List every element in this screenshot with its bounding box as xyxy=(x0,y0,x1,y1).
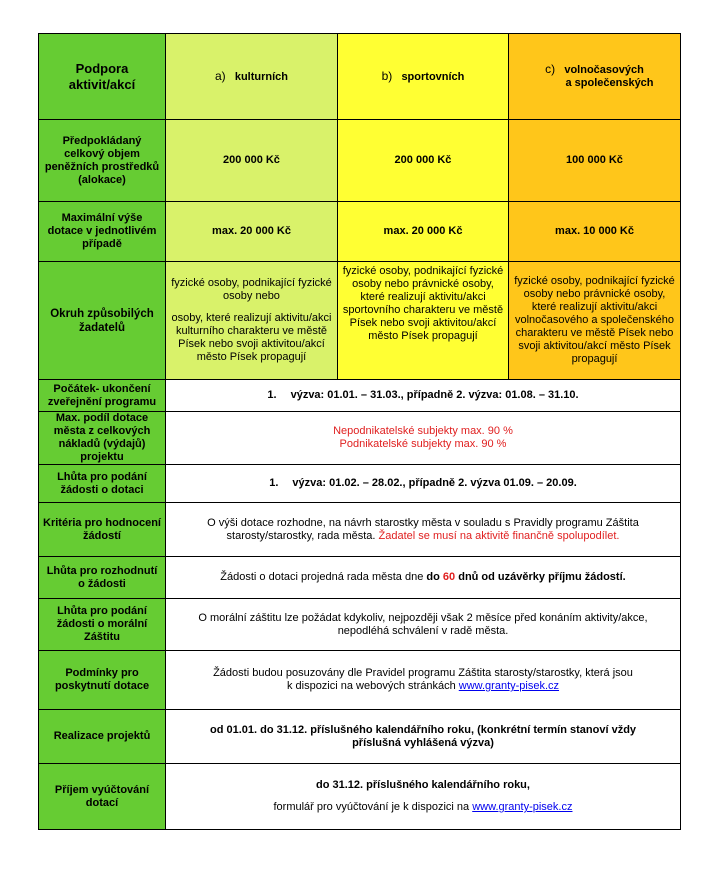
decision-value-cell xyxy=(166,557,681,599)
header-label: Podpora aktivit/akcí xyxy=(68,60,136,92)
publication-value: výzva: 01.01. – 31.03., případně 2. výzva: 01.08. – 31.10. xyxy=(290,389,579,401)
header-col-a xyxy=(166,34,338,120)
decision-row xyxy=(39,557,681,599)
implementation-label: Realizace projektů xyxy=(39,710,166,764)
allocation-a: 200 000 Kč xyxy=(166,120,338,202)
settlement-row xyxy=(39,764,681,830)
max-share-value-cell xyxy=(166,412,681,465)
submission-number: 1. xyxy=(269,477,279,489)
max-grant-b: max. 20 000 Kč xyxy=(338,202,509,262)
settlement-value-cell xyxy=(166,764,681,830)
eligible-b: fyzické osoby, podnikající fyzické osoby nebo právnické osoby, které realizují aktivitu/akci sportovního charakteru ve městě Písek nebo svoji aktivitou/akcí město Písek propagují xyxy=(338,262,509,380)
max-grant-row xyxy=(39,202,681,262)
patronage-row xyxy=(39,599,681,651)
submission-label: Lhůta pro podání žádosti o dotaci xyxy=(39,465,166,503)
patronage-text: O morální záštitu lze požádat kdykoliv, nejpozději však 2 měsíce před konáním aktivity/akce, nepodléhá schválení v radě města. xyxy=(166,599,681,651)
submission-value: výzva: 01.02. – 28.02., případně 2. výzva 01.09. – 20.09. xyxy=(292,477,577,489)
settlement-line1: do 31.12. příslušného kalendářního roku, xyxy=(316,779,530,791)
max-share-label: Max. podíl dotace města z celkových nákladů (výdajů) projektu xyxy=(39,412,166,465)
criteria-text-red: Žadatel se musí na aktivitě finančně spolupodílet. xyxy=(378,529,620,542)
publication-value-cell xyxy=(166,380,681,412)
decision-days: 60 xyxy=(442,571,456,583)
header-c-name-2: a společenských xyxy=(565,77,654,89)
decision-label: Lhůta pro rozhodnutí o žádosti xyxy=(39,557,166,599)
criteria-label: Kritéria pro hodnocení žádostí xyxy=(39,503,166,557)
implementation-text: od 01.01. do 31.12. příslušného kalendářního roku, (konkrétní termín stanoví vždy příslušná vyhlášená výzva) xyxy=(166,710,681,764)
eligible-a-part1: fyzické osoby, podnikající fyzické osoby nebo xyxy=(171,277,332,302)
eligible-c: fyzické osoby, podnikající fyzické osoby nebo právnické osoby, které realizují aktivitu/akci volnočasového a společenského charakteru ve městě Písek nebo svoji aktivitou/akcí město Písek propagují xyxy=(509,262,681,380)
header-label-cell xyxy=(39,34,166,120)
allocation-c: 100 000 Kč xyxy=(509,120,681,202)
allocation-label: Předpokládaný celkový objem peněžních prostředků (alokace) xyxy=(39,120,166,202)
conditions-text-1: Žádosti budou posuzovány dle Pravidel programu Záštita starosty/starostky, která jsou xyxy=(213,667,633,679)
publication-label: Počátek- ukončení zveřejnění programu xyxy=(39,380,166,412)
header-c-letter: c) xyxy=(545,62,556,76)
conditions-text-2: k dispozici na webových stránkách xyxy=(286,680,456,692)
max-grant-label: Maximální výše dotace v jednotlivém případě xyxy=(39,202,166,262)
header-row xyxy=(39,34,681,120)
decision-text-bold1: do xyxy=(426,571,440,583)
implementation-row xyxy=(39,710,681,764)
conditions-website-link[interactable]: www.granty-pisek.cz xyxy=(458,680,560,692)
eligible-a xyxy=(166,262,338,380)
max-grant-c: max. 10 000 Kč xyxy=(509,202,681,262)
header-c-name-1: volnočasových xyxy=(564,64,644,76)
settlement-website-link[interactable]: www.granty-pisek.cz xyxy=(472,801,573,813)
publication-number: 1. xyxy=(267,389,277,401)
settlement-label: Příjem vyúčtování dotací xyxy=(39,764,166,830)
settlement-line2: formulář pro vyúčtování je k dispozici na xyxy=(273,801,470,813)
eligible-a-part2: osoby, které realizují aktivitu/akci kulturního charakteru ve městě Písek nebo svoji aktivitou/akcí město Písek propagují xyxy=(171,312,332,363)
patronage-label: Lhůta pro podání žádosti o morální Záštitu xyxy=(39,599,166,651)
conditions-label: Podmínky pro poskytnutí dotace xyxy=(39,651,166,710)
header-col-c xyxy=(509,34,681,120)
header-b-name: sportovních xyxy=(401,70,465,83)
submission-row xyxy=(39,465,681,503)
criteria-value-cell xyxy=(166,503,681,557)
criteria-row xyxy=(39,503,681,557)
header-a-letter: a) xyxy=(214,68,226,83)
header-a-name: kulturních xyxy=(234,70,288,83)
conditions-value-cell xyxy=(166,651,681,710)
header-b-letter: b) xyxy=(381,68,393,83)
submission-value-cell xyxy=(166,465,681,503)
allocation-row xyxy=(39,120,681,202)
decision-text-bold2: dnů od uzávěrky příjmu žádostí. xyxy=(458,571,626,583)
grant-program-table xyxy=(38,33,681,830)
max-share-line2: Podnikatelské subjekty max. 90 % xyxy=(339,438,507,450)
max-grant-a: max. 20 000 Kč xyxy=(166,202,338,262)
max-share-row xyxy=(39,412,681,465)
eligible-row xyxy=(39,262,681,380)
conditions-row xyxy=(39,651,681,710)
header-col-b xyxy=(338,34,509,120)
decision-text-pre: Žádosti o dotaci projedná rada města dne xyxy=(220,571,424,583)
eligible-label: Okruh způsobilých žadatelů xyxy=(39,262,166,380)
allocation-b: 200 000 Kč xyxy=(338,120,509,202)
max-share-line1: Nepodnikatelské subjekty max. 90 % xyxy=(333,425,513,437)
publication-row xyxy=(39,380,681,412)
criteria-text: O výši dotace rozhodne, na návrh starostky města v souladu s Pravidly programu Záštita starosty/starostky, rada města. xyxy=(207,516,639,542)
